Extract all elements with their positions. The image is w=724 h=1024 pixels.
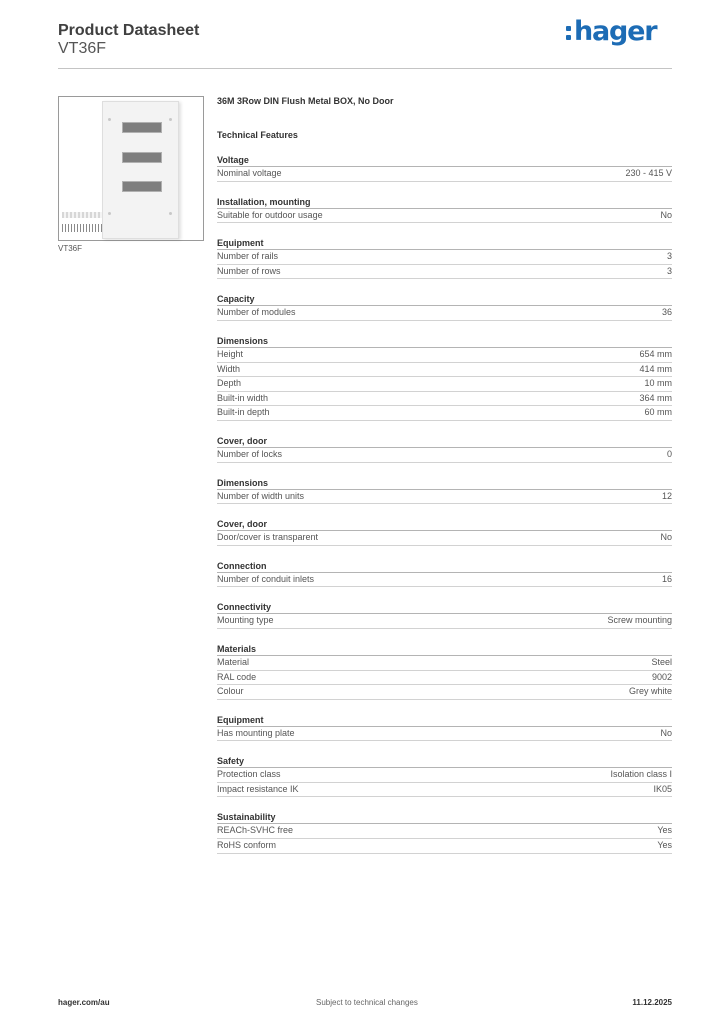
spec-table bbox=[217, 151, 672, 865]
page-title: Product Datasheet bbox=[58, 22, 200, 39]
spec-value: Yes bbox=[657, 825, 672, 836]
spec-section bbox=[217, 515, 672, 546]
section-title: Dimensions bbox=[217, 332, 672, 348]
section-title: Dimensions bbox=[217, 474, 672, 490]
spec-value: Isolation class I bbox=[610, 769, 672, 780]
spec-label: Door/cover is transparent bbox=[217, 532, 319, 543]
spec-row bbox=[217, 531, 672, 546]
product-image bbox=[58, 96, 204, 241]
spec-section bbox=[217, 151, 672, 182]
spec-value: 414 mm bbox=[639, 363, 672, 374]
spec-label: Protection class bbox=[217, 769, 281, 780]
spec-value: 36 bbox=[661, 307, 672, 318]
section-title: Equipment bbox=[217, 711, 672, 727]
spec-row bbox=[217, 363, 672, 378]
spec-value: 364 mm bbox=[639, 392, 672, 403]
spec-section bbox=[217, 290, 672, 321]
spec-label: Number of conduit inlets bbox=[217, 573, 315, 584]
section-title: Equipment bbox=[217, 234, 672, 250]
spec-value: 60 mm bbox=[644, 407, 672, 418]
spec-value: 654 mm bbox=[639, 348, 672, 359]
spec-section bbox=[217, 808, 672, 853]
spec-row bbox=[217, 209, 672, 224]
spec-row bbox=[217, 406, 672, 421]
spec-row bbox=[217, 250, 672, 265]
spec-value: Yes bbox=[657, 840, 672, 851]
spec-row bbox=[217, 824, 672, 839]
spec-value: 3 bbox=[666, 265, 672, 276]
spec-row bbox=[217, 656, 672, 671]
spec-row bbox=[217, 377, 672, 392]
section-title: Installation, mounting bbox=[217, 193, 672, 209]
spec-row bbox=[217, 573, 672, 588]
section-title: Voltage bbox=[217, 151, 672, 167]
spec-value: Steel bbox=[651, 656, 672, 667]
header-divider bbox=[58, 68, 672, 69]
section-title: Capacity bbox=[217, 290, 672, 306]
spec-section bbox=[217, 332, 672, 421]
label-sticker-icon bbox=[62, 212, 102, 218]
spec-row bbox=[217, 614, 672, 629]
spec-label: Colour bbox=[217, 686, 244, 697]
spec-label: Built-in depth bbox=[217, 407, 270, 418]
spec-label: Suitable for outdoor usage bbox=[217, 209, 323, 220]
enclosure-panel-icon bbox=[102, 101, 179, 239]
spec-value: 230 - 415 V bbox=[625, 168, 672, 178]
spec-section bbox=[217, 711, 672, 742]
product-code: VT36F bbox=[58, 40, 107, 57]
spec-value: 16 bbox=[661, 573, 672, 584]
spec-row bbox=[217, 306, 672, 321]
section-title: Safety bbox=[217, 752, 672, 768]
spec-label: Number of modules bbox=[217, 307, 296, 318]
spec-value: No bbox=[660, 532, 672, 543]
spec-value: 10 mm bbox=[644, 378, 672, 389]
hager-logo bbox=[566, 14, 656, 48]
spec-value: 0 bbox=[666, 448, 672, 459]
spec-section bbox=[217, 557, 672, 588]
spec-row bbox=[217, 839, 672, 854]
spec-value: 3 bbox=[666, 251, 672, 262]
section-title: Connectivity bbox=[217, 598, 672, 614]
spec-row bbox=[217, 348, 672, 363]
spec-value: Screw mounting bbox=[607, 615, 672, 626]
spec-row bbox=[217, 783, 672, 798]
section-title: Materials bbox=[217, 640, 672, 656]
spec-label: Number of width units bbox=[217, 490, 305, 501]
spec-value: 12 bbox=[661, 490, 672, 501]
spec-section bbox=[217, 752, 672, 797]
spec-label: Material bbox=[217, 656, 250, 667]
spec-label: Impact resistance IK bbox=[217, 783, 299, 794]
spec-row bbox=[217, 768, 672, 783]
spec-label: RAL code bbox=[217, 671, 257, 682]
spec-section bbox=[217, 474, 672, 505]
spec-section bbox=[217, 432, 672, 463]
logo-dots-icon bbox=[566, 26, 571, 40]
section-title: Sustainability bbox=[217, 808, 672, 824]
technical-features-heading: Technical Features bbox=[217, 130, 298, 140]
product-name: 36M 3Row DIN Flush Metal BOX, No Door bbox=[217, 96, 394, 106]
section-title: Cover, door bbox=[217, 515, 672, 531]
spec-label: REACh-SVHC free bbox=[217, 825, 294, 836]
spec-value: Grey white bbox=[628, 686, 672, 697]
spec-value: No bbox=[660, 209, 672, 220]
footer-date: 11.12.2025 bbox=[632, 998, 672, 1007]
barcode-icon bbox=[62, 224, 102, 232]
footer-website: hager.com/au bbox=[58, 998, 110, 1007]
spec-section bbox=[217, 598, 672, 629]
spec-section bbox=[217, 640, 672, 700]
spec-label: Has mounting plate bbox=[217, 727, 295, 738]
footer-notice: Subject to technical changes bbox=[316, 998, 418, 1007]
spec-row bbox=[217, 265, 672, 280]
spec-label: Depth bbox=[217, 378, 242, 389]
spec-value: 9002 bbox=[651, 671, 672, 682]
spec-label: Width bbox=[217, 363, 241, 374]
spec-row bbox=[217, 685, 672, 700]
spec-row bbox=[217, 167, 672, 182]
spec-row bbox=[217, 727, 672, 742]
spec-value: No bbox=[660, 727, 672, 738]
section-title: Cover, door bbox=[217, 432, 672, 448]
spec-label: RoHS conform bbox=[217, 840, 277, 851]
spec-label: Number of rows bbox=[217, 265, 281, 276]
spec-row bbox=[217, 392, 672, 407]
spec-row bbox=[217, 448, 672, 463]
spec-value: IK05 bbox=[653, 783, 672, 794]
spec-row bbox=[217, 671, 672, 686]
spec-label: Mounting type bbox=[217, 615, 274, 626]
spec-label: Built-in width bbox=[217, 392, 269, 403]
spec-label: Nominal voltage bbox=[217, 168, 282, 178]
image-caption: VT36F bbox=[58, 244, 83, 253]
spec-label: Number of rails bbox=[217, 251, 279, 262]
spec-section bbox=[217, 234, 672, 279]
logo-text: hager bbox=[574, 15, 657, 47]
spec-row bbox=[217, 490, 672, 505]
spec-section bbox=[217, 193, 672, 224]
section-title: Connection bbox=[217, 557, 672, 573]
spec-label: Height bbox=[217, 348, 244, 359]
spec-label: Number of locks bbox=[217, 448, 283, 459]
